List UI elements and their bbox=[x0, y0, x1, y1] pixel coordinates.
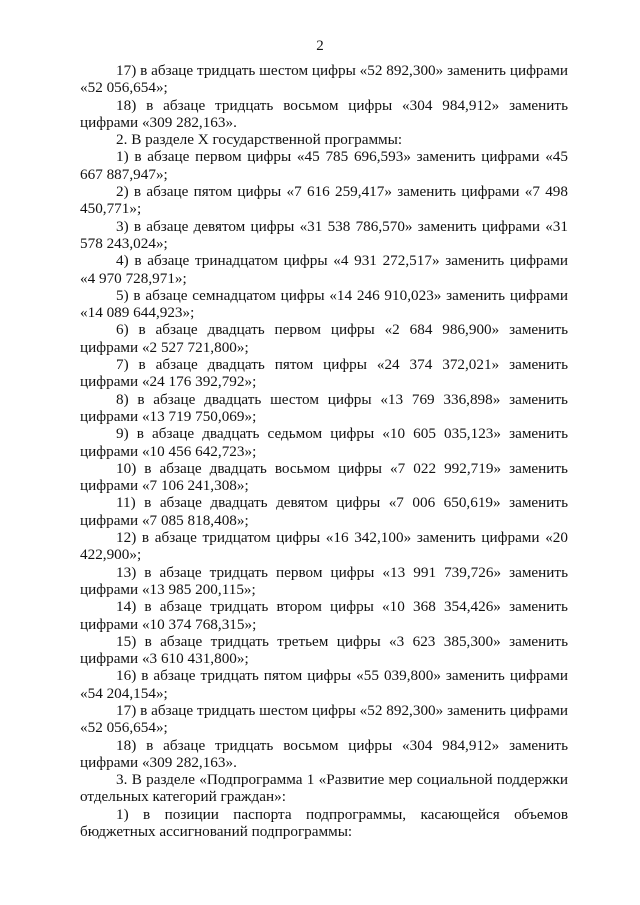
paragraph: 16) в абзаце тридцать пятом цифры «55 039,800» заменить цифрами «54 204,154»; bbox=[80, 667, 568, 702]
section-heading: 3. В разделе «Подпрограмма 1 «Развитие мер социальной поддержки отдельных категорий граждан»: bbox=[80, 771, 568, 806]
paragraph: 17) в абзаце тридцать шестом цифры «52 892,300» заменить цифрами «52 056,654»; bbox=[80, 62, 568, 97]
paragraph: 5) в абзаце семнадцатом цифры «14 246 910,023» заменить цифрами «14 089 644,923»; bbox=[80, 286, 568, 322]
paragraph: 1) в позиции паспорта подпрограммы, касающейся объемов бюджетных ассигнований подпрограммы: bbox=[80, 805, 568, 841]
paragraph: 12) в абзаце тридцатом цифры «16 342,100» заменить цифрами «20 422,900»; bbox=[80, 529, 568, 564]
page-number: 2 bbox=[316, 38, 324, 54]
paragraph: 11) в абзаце двадцать девятом цифры «7 006 650,619» заменить цифрами «7 085 818,408»; bbox=[80, 494, 568, 529]
paragraph: 10) в абзаце двадцать восьмом цифры «7 022 992,719» заменить цифрами «7 106 241,308»; bbox=[80, 459, 568, 495]
paragraph: 9) в абзаце двадцать седьмом цифры «10 605 035,123» заменить цифрами «10 456 642,723»; bbox=[80, 425, 568, 460]
paragraph: 2) в абзаце пятом цифры «7 616 259,417» заменить цифрами «7 498 450,771»; bbox=[80, 183, 568, 218]
paragraph: 15) в абзаце тридцать третьем цифры «3 623 385,300» заменить цифрами «3 610 431,800»; bbox=[80, 632, 568, 668]
paragraph: 6) в абзаце двадцать первом цифры «2 684 986,900» заменить цифрами «2 527 721,800»; bbox=[80, 321, 568, 356]
paragraph: 18) в абзаце тридцать восьмом цифры «304 984,912» заменить цифрами «309 282,163». bbox=[80, 96, 568, 131]
paragraph: 14) в абзаце тридцать втором цифры «10 368 354,426» заменить цифрами «10 374 768,315»; bbox=[80, 598, 568, 633]
paragraph: 18) в абзаце тридцать восьмом цифры «304 984,912» заменить цифрами «309 282,163». bbox=[80, 736, 568, 771]
paragraph: 3) в абзаце девятом цифры «31 538 786,570» заменить цифрами «31 578 243,024»; bbox=[80, 217, 568, 252]
paragraph: 4) в абзаце тринадцатом цифры «4 931 272,517» заменить цифрами «4 970 728,971»; bbox=[80, 252, 568, 287]
paragraph: 7) в абзаце двадцать пятом цифры «24 374 372,021» заменить цифрами «24 176 392,792»; bbox=[80, 356, 568, 391]
paragraph: 13) в абзаце тридцать первом цифры «13 991 739,726» заменить цифрами «13 985 200,115»; bbox=[80, 563, 568, 598]
paragraph: 8) в абзаце двадцать шестом цифры «13 769 336,898» заменить цифрами «13 719 750,069»; bbox=[80, 390, 568, 425]
paragraph: 1) в абзаце первом цифры «45 785 696,593» заменить цифрами «45 667 887,947»; bbox=[80, 148, 568, 183]
paragraph: 17) в абзаце тридцать шестом цифры «52 892,300» заменить цифрами «52 056,654»; bbox=[80, 701, 568, 737]
section-heading: 2. В разделе X государственной программы: bbox=[116, 131, 403, 149]
document-body bbox=[80, 62, 568, 840]
